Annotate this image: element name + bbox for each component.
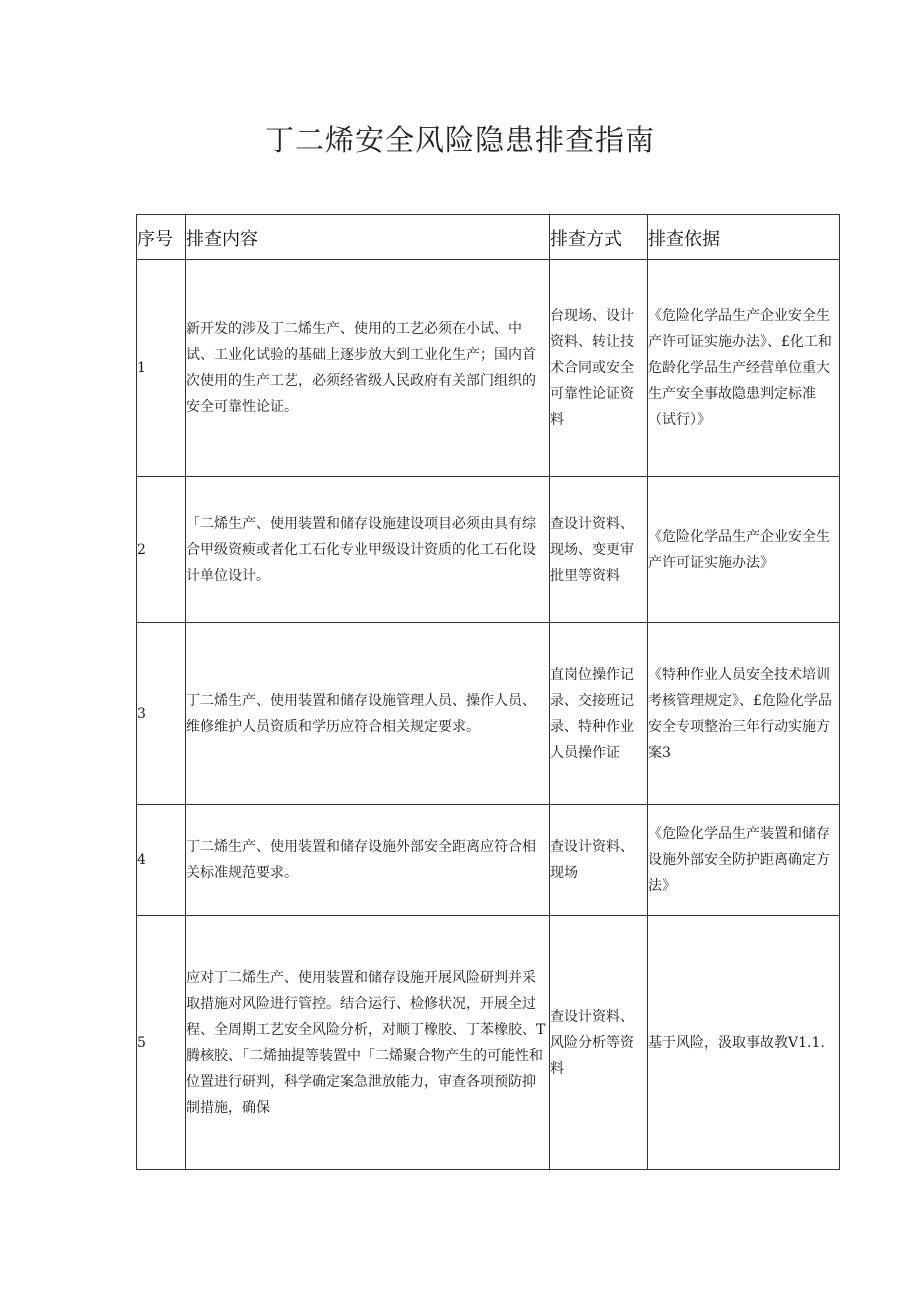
- table-row: [137, 805, 840, 916]
- row-content: 「二烯生产、使用装置和储存设施建设项目必须由具有综合甲级资瘐或者化工石化专业甲级设计资质的化工石化设计单位设计。: [186, 477, 550, 623]
- row-content: 新开发的涉及丁二烯生产、使用的工艺必须在小试、中试、工业化试验的基础上逐步放大到工业化生产；国内首次使用的生产工艺，必须经省级人民政府有关部门组织的安全可靠性论证。: [186, 260, 550, 477]
- row-method: 查设计资料、现场: [550, 805, 648, 916]
- table-header-row: [137, 215, 840, 260]
- table-row: [137, 477, 840, 623]
- row-method: 查设计资料、现场、变更审批里等资料: [550, 477, 648, 623]
- row-seq: 3: [137, 623, 186, 805]
- row-basis: 基于风险，汲取事故教V1.1.: [648, 916, 840, 1170]
- header-content: 排查内容: [186, 215, 550, 260]
- row-method: 查设计资料、风险分析等资料: [550, 916, 648, 1170]
- row-content: 丁二烯生产、使用装置和储存设施管理人员、操作人员、维修维护人员资质和学历应符合相关规定要求。: [186, 623, 550, 805]
- row-seq: 4: [137, 805, 186, 916]
- row-basis: 《危险化学品生产装置和储存设施外部安全防护距离确定方法》: [648, 805, 840, 916]
- header-seq: 序号: [137, 215, 186, 260]
- table-row: [137, 916, 840, 1170]
- row-method: 台现场、设计资料、转让技术合同或安全可靠性论证资料: [550, 260, 648, 477]
- document-title: 丁二烯安全风险隐患排查指南: [264, 123, 655, 157]
- row-basis: 《危险化学品生产企业安全生产许可证实施办法》: [648, 477, 840, 623]
- row-seq: 1: [137, 260, 186, 477]
- table-row: [137, 260, 840, 477]
- row-content: 应对丁二烯生产、使用装置和储存设施开展风险研判并采取措施对风险进行管控。结合运行、检修状况，开展全过程、全周期工艺安全风险分析，对顺丁橡胶、丁苯橡胶、T腾核胶、「二烯抽提等装置中「二烯聚合物产生的可能性和位置进行研判，科学确定案急泄放能力，审查各项预防抑制措施，确保: [186, 916, 550, 1170]
- header-method: 排查方式: [550, 215, 648, 260]
- inspection-table: [136, 214, 840, 1170]
- row-content: 丁二烯生产、使用装置和储存设施外部安全距离应符合相关标准规范要求。: [186, 805, 550, 916]
- row-seq: 2: [137, 477, 186, 623]
- row-basis: 《特种作业人员安全技术培训考核管理规定》、£危险化学品安全专项整治三年行动实施方案3: [648, 623, 840, 805]
- row-seq: 5: [137, 916, 186, 1170]
- header-basis: 排查依据: [648, 215, 840, 260]
- row-basis: 《危险化学品生产企业安全生产许可证实施办法》、£化工和危龄化学品生产经营单位重大生产安全事故隐患判定标准（试行）》: [648, 260, 840, 477]
- row-method: 直岗位操作记录、交接班记录、特种作业人员操作证: [550, 623, 648, 805]
- table-row: [137, 623, 840, 805]
